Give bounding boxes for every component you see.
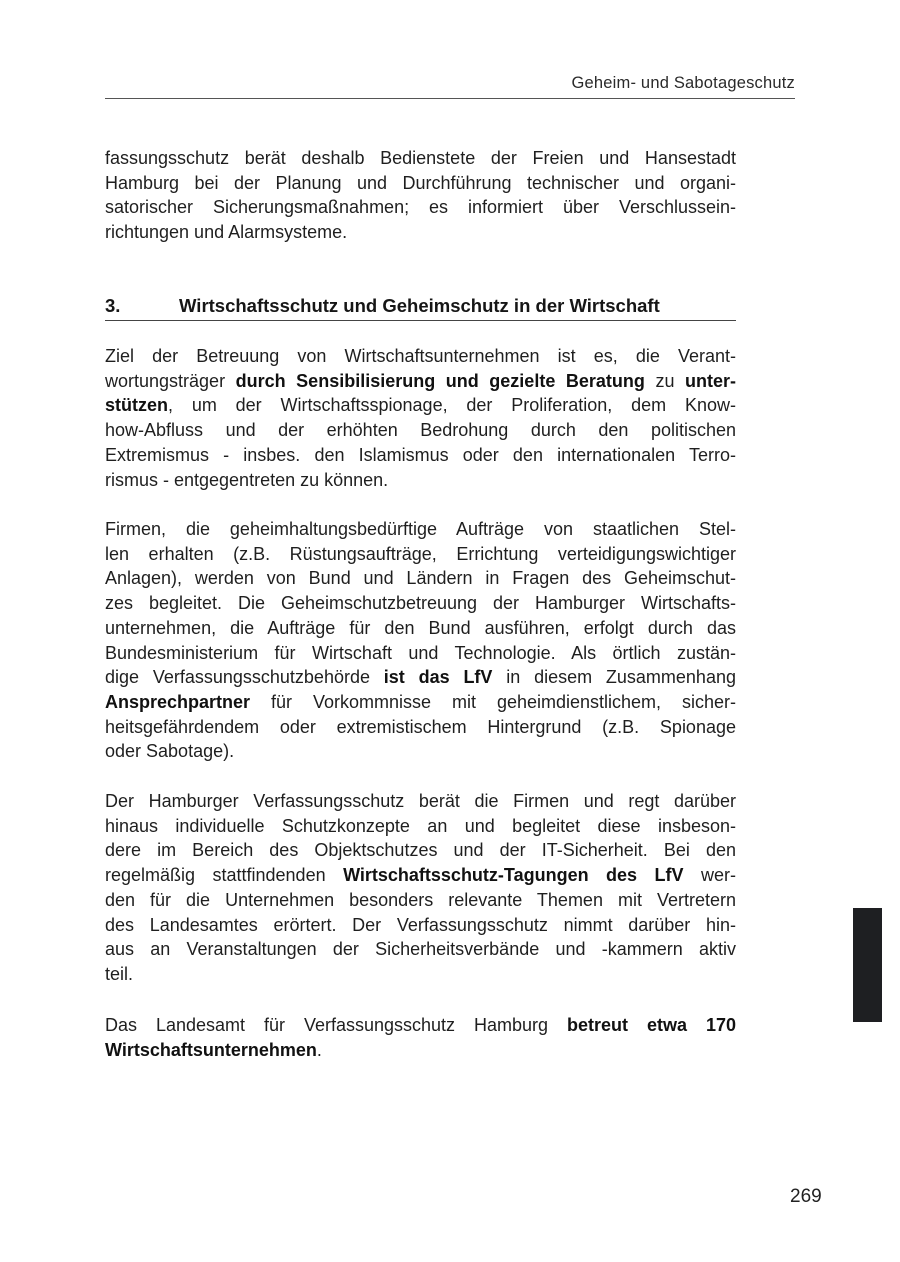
text-line xyxy=(105,443,736,468)
text-run: Das Landesamt für Verfassungsschutz Hamburg xyxy=(105,1015,568,1035)
text-run: . xyxy=(316,1039,322,1060)
text-run: den für die Unternehmen besonders relevante Themen mit Vertretern xyxy=(105,889,736,910)
text-line xyxy=(105,962,736,987)
text-line xyxy=(105,616,736,641)
emphasis-text: Wirtschaftsschutz-Tagungen des LfV xyxy=(343,865,684,886)
text-run: heitsgefährdendem oder extremistischem Hintergrund (z.B. Spionage xyxy=(105,716,736,737)
text-run: Anlagen), werden von Bund und Ländern in Fragen des Geheimschut- xyxy=(105,568,736,589)
text-line xyxy=(105,393,736,418)
text-run: für Vorkommnisse mit geheimdienstlichem, sicher- xyxy=(250,691,736,712)
section-heading xyxy=(105,295,736,321)
text-run: Bundesministerium für Wirtschaft und Technologie. Als örtlich zustän- xyxy=(105,642,736,663)
emphasis-text: stützen xyxy=(105,395,168,416)
text-run: wortungsträger xyxy=(105,370,236,391)
text-line xyxy=(105,591,736,616)
page-number: 269 xyxy=(790,1186,822,1207)
emphasis-text: durch Sensibilisierung und gezielte Beratung xyxy=(235,370,645,391)
text-line xyxy=(105,789,736,814)
running-header-title: Geheim- und Sabotageschutz xyxy=(571,74,795,92)
text-line xyxy=(105,418,736,443)
text-run: zes begleitet. Die Geheimschutzbetreuung der Hamburger Wirtschafts- xyxy=(105,593,736,614)
text-line: satorischer Sicherungsmaßnahmen; es informiert über Verschlussein- xyxy=(105,197,736,218)
intro-paragraph xyxy=(105,146,736,245)
paragraph-4 xyxy=(105,1013,736,1062)
text-run: how-Abfluss und der erhöhten Bedrohung durch den politischen xyxy=(105,420,736,441)
paragraph-3 xyxy=(105,789,736,987)
chapter-thumb-tab xyxy=(853,908,882,1022)
text-line xyxy=(105,665,736,690)
section-number: 3. xyxy=(105,295,121,316)
text-run: Extremismus - insbes. den Islamismus oder den internationalen Terro- xyxy=(105,444,736,465)
text-run: rismus - entgegentreten zu können. xyxy=(105,469,389,490)
text-line xyxy=(105,369,736,394)
text-line xyxy=(105,542,736,567)
header-rule xyxy=(105,98,795,99)
text-line xyxy=(105,937,736,962)
text-run: unternehmen, die Aufträge für den Bund ausführen, erfolgt durch das xyxy=(105,617,736,638)
text-line xyxy=(105,344,736,369)
text-run: hinaus individuelle Schutzkonzepte an und begleitet diese insbeson- xyxy=(105,815,736,836)
text-line xyxy=(105,814,736,839)
text-line: Hamburg bei der Planung und Durchführung technischer und organi- xyxy=(105,172,736,193)
text-run: zu xyxy=(644,370,686,391)
text-line xyxy=(105,566,736,591)
text-line: fassungsschutz berät deshalb Bedienstete der Freien und Hansestadt xyxy=(105,148,736,168)
text-run: len erhalten (z.B. Rüstungsaufträge, Errichtung verteidigungswichtiger xyxy=(105,543,736,564)
emphasis-text: Wirtschaftsunternehmen xyxy=(105,1039,317,1060)
emphasis-text: unter- xyxy=(685,370,737,391)
paragraph-2 xyxy=(105,517,736,764)
text-line xyxy=(105,468,736,493)
text-run: Ziel der Betreuung von Wirtschaftsunternehmen ist es, die Verant- xyxy=(105,346,736,366)
text-run: in diesem Zusammenhang xyxy=(492,667,736,688)
emphasis-text: ist das LfV xyxy=(383,667,493,688)
paragraph-1 xyxy=(105,344,736,492)
emphasis-text: betreut etwa 170 xyxy=(567,1015,736,1035)
text-run: des Landesamtes erörtert. Der Verfassungsschutz nimmt darüber hin- xyxy=(105,914,736,935)
text-line: richtungen und Alarmsysteme. xyxy=(105,222,348,243)
section-title: Wirtschaftsschutz und Geheimschutz in der Wirtschaft xyxy=(179,295,660,316)
text-line xyxy=(105,641,736,666)
emphasis-text: Ansprechpartner xyxy=(105,691,251,712)
text-run: wer- xyxy=(683,865,736,886)
text-line xyxy=(105,888,736,913)
text-line xyxy=(105,517,736,542)
text-line xyxy=(105,913,736,938)
text-line xyxy=(105,690,736,715)
text-line xyxy=(105,1013,736,1038)
text-line xyxy=(105,838,736,863)
text-run: , um der Wirtschaftsspionage, der Proliferation, dem Know- xyxy=(168,395,736,416)
text-run: aus an Veranstaltungen der Sicherheitsverbände und -kammern aktiv xyxy=(105,939,736,960)
text-line xyxy=(105,715,736,740)
text-run: dige Verfassungsschutzbehörde xyxy=(105,667,384,688)
text-line xyxy=(105,863,736,888)
text-run: Der Hamburger Verfassungsschutz berät die Firmen und regt darüber xyxy=(105,791,736,811)
text-run: dere im Bereich des Objektschutzes und der IT-Sicherheit. Bei den xyxy=(105,840,736,861)
text-line xyxy=(105,739,736,764)
text-run: teil. xyxy=(105,963,134,984)
text-run: Firmen, die geheimhaltungsbedürftige Aufträge von staatlichen Stel- xyxy=(105,519,736,539)
text-run: regelmäßig stattfindenden xyxy=(105,865,344,886)
text-run: oder Sabotage). xyxy=(105,741,235,762)
text-line xyxy=(105,1038,736,1063)
